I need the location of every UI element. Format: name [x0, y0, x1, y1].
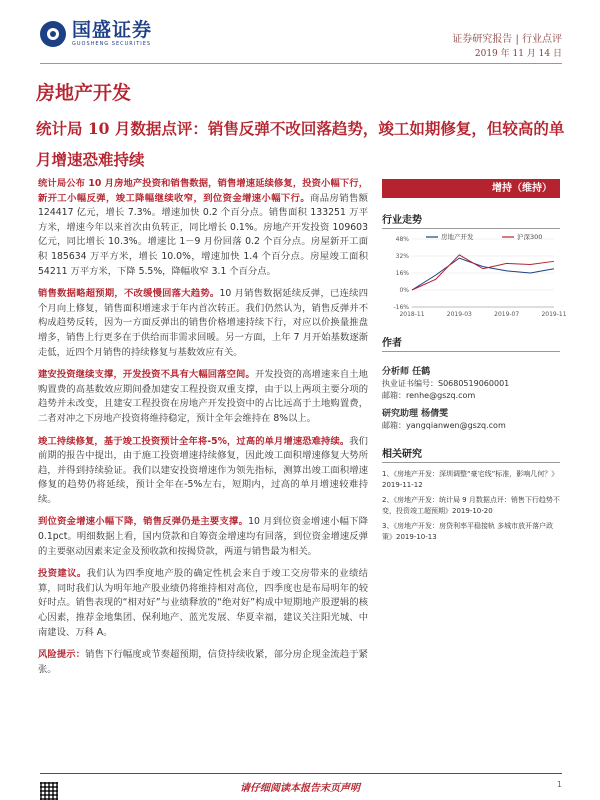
trend-chart-svg [382, 231, 567, 321]
trend-chart [382, 231, 567, 321]
related-title: 相关研究 [382, 445, 560, 463]
x-tick-label: 2019-07 [494, 311, 520, 318]
brand-logo [40, 20, 152, 47]
analyst-cert-1: 执业证书编号：S0680519060001 [382, 379, 510, 388]
report-date: 2019 年 11 月 14 日 [474, 49, 562, 59]
brand-name-en: GUOSHENG SECURITIES [72, 41, 152, 47]
series-line-real-estate [412, 258, 554, 290]
footer-divider [40, 773, 562, 774]
paragraph: 投资建议。我们认为四季度地产股的确定性机会来自于竣工交房带来的业绩结算，同时我们认为明年地产股业绩仍将维持相对高位，四季度也是布局明年的较好时点。销售表现的“相对好”与业绩释放的“绝对好”构成中短期地产股逻辑的核心因素，推荐金地集团、保利地产、蓝光发展、华夏幸福，建议关注阳光城、中南建设、万科 A。 [38, 568, 368, 638]
paragraph: 竣工持续修复，基于竣工投资预计全年将-5%，过高的单月增速恐难持续。我们前期的报告中提出，由于施工投资增速持续修复，因此竣工面积增速修复大势所趋，并得到持续验证。我们以建安投资增速作为领先指标，测算出竣工面积增速修复的趋势仍将延续，预计全年在-5%左右，短期内，过高的单月增速较难持续。 [38, 435, 368, 505]
footer-notice: 请仔细阅读本报告末页声明 [240, 783, 360, 794]
y-tick-label: 0% [399, 287, 409, 294]
related-list [382, 469, 560, 543]
paragraph: 销售数据略超预期，不改缓慢回落大趋势。10 月销售数据延续反弹，已连续四个月向上修复，销售面积增速求于年内首次转正。我们仍然认为，销售反弹并不构成趋势反转，因为一方面反弹出的销售价格增速持续下行，对应以价换量推盘增多，销售上行更多在于供给而非需求回暖。另一方面，上年 7 月开始基数逐渐走低，近四个月销售的持续修复与基数效应有关。 [38, 288, 368, 358]
analyst-name-1: 分析师 任鹤 [382, 367, 431, 377]
x-tick-label: 2018-11 [399, 311, 425, 318]
brand-name-cn: 国盛证券 [72, 19, 153, 41]
rating-badge: 增持（维持） [382, 179, 560, 198]
paragraph: 风险提示：销售下行幅度或节奏超预期，信贷持续收紧，部分房企现金流趋于紧张。 [38, 649, 368, 675]
paragraph: 统计局公布 10 月房地产投资和销售数据，销售增速延续修复，投资小幅下行，新开工小幅反弹，竣工降幅继续收窄，到位资金增速小幅下行。商品房销售额 124417 亿元，增长 7.3%。增速加快 0.2 个百分点。销售面积 133251 万平方米，增速今年以来首次由负转正，同比增长 0.1%。房地产开发投资 109603 亿元，同比增长 10.3%。增速比 1－9 月份回落 0.2 个百分点。房屋新开工面积 185634 万平方米，增长 10.0%，增速加快 1.4 个百分点。房屋竣工面积 54211 万平方米，下降 5.5%，降幅收窄 3.1 个百分点。 [38, 178, 368, 277]
paragraph: 建安投资继续支撑，开发投资不具有大幅回落空间。开发投资的高增速来自土地购置费的高基数效应期间叠加建安工程投资双重支撑，由于以上两项主要分项的趋势并未改变，且建安工程投资在房地产开发投资中的占比远高于土地购置费，二者对冲之下房地产投资将维持稳定，预计全年会维持在 8%以上。 [38, 369, 368, 424]
header-divider [40, 63, 562, 64]
report-type: 证券研究报告 | 行业点评 [452, 34, 562, 45]
y-tick-label: 32% [395, 253, 409, 260]
x-tick-label: 2019-03 [446, 311, 472, 318]
main-content [38, 177, 368, 685]
legend-label: 房地产开发 [441, 233, 474, 241]
paragraph: 到位资金增速小幅下降，销售反弹仍是主要支撑。10 月到位资金增速小幅下降 0.1pct。明细数据上看，国内贷款和自筹资金增速均有回落，到位资金增速反弹的主要驱动因素来定金及预收款和按揭贷款，两道与销售最为相关。 [38, 516, 368, 557]
report-title: 统计局 10 月数据点评：销售反弹不改回落趋势，竣工如期修复，但较高的单月增速恐难持续 [36, 119, 565, 169]
related-item[interactable]: 2、《房地产开发：统计局 9 月数据点评：销售下行趋势不变，投资竣工超预期》2019-10-20 [382, 496, 560, 515]
y-tick-label: -16% [393, 304, 409, 311]
analyst-email-2: 邮箱：yangqianwen@gszq.com [382, 421, 506, 430]
y-tick-label: 16% [395, 270, 409, 277]
industry-title: 房地产开发 [36, 82, 132, 104]
related-item[interactable]: 1、《房地产开发：深圳调整“豪宅线”标准，影响几何？》2019-11-12 [382, 470, 559, 489]
y-tick-label: 48% [395, 236, 409, 243]
analyst-name-2: 研究助理 杨倩雯 [382, 409, 449, 419]
sidebar [382, 179, 567, 547]
analyst-title: 作者 [382, 334, 560, 352]
guosheng-logo-icon [40, 21, 66, 47]
legend-label: 沪深300 [517, 233, 543, 241]
page-number: 1 [556, 780, 562, 789]
trend-title: 行业走势 [382, 211, 560, 229]
analyst-block [382, 366, 560, 432]
analyst-email-1: 邮箱：renhe@gszq.com [382, 391, 476, 400]
x-tick-label: 2019-11 [541, 311, 567, 318]
related-item[interactable]: 3、《房地产开发：房贷利率平稳接轨 多城市放开落户政策》2019-10-13 [382, 522, 554, 541]
